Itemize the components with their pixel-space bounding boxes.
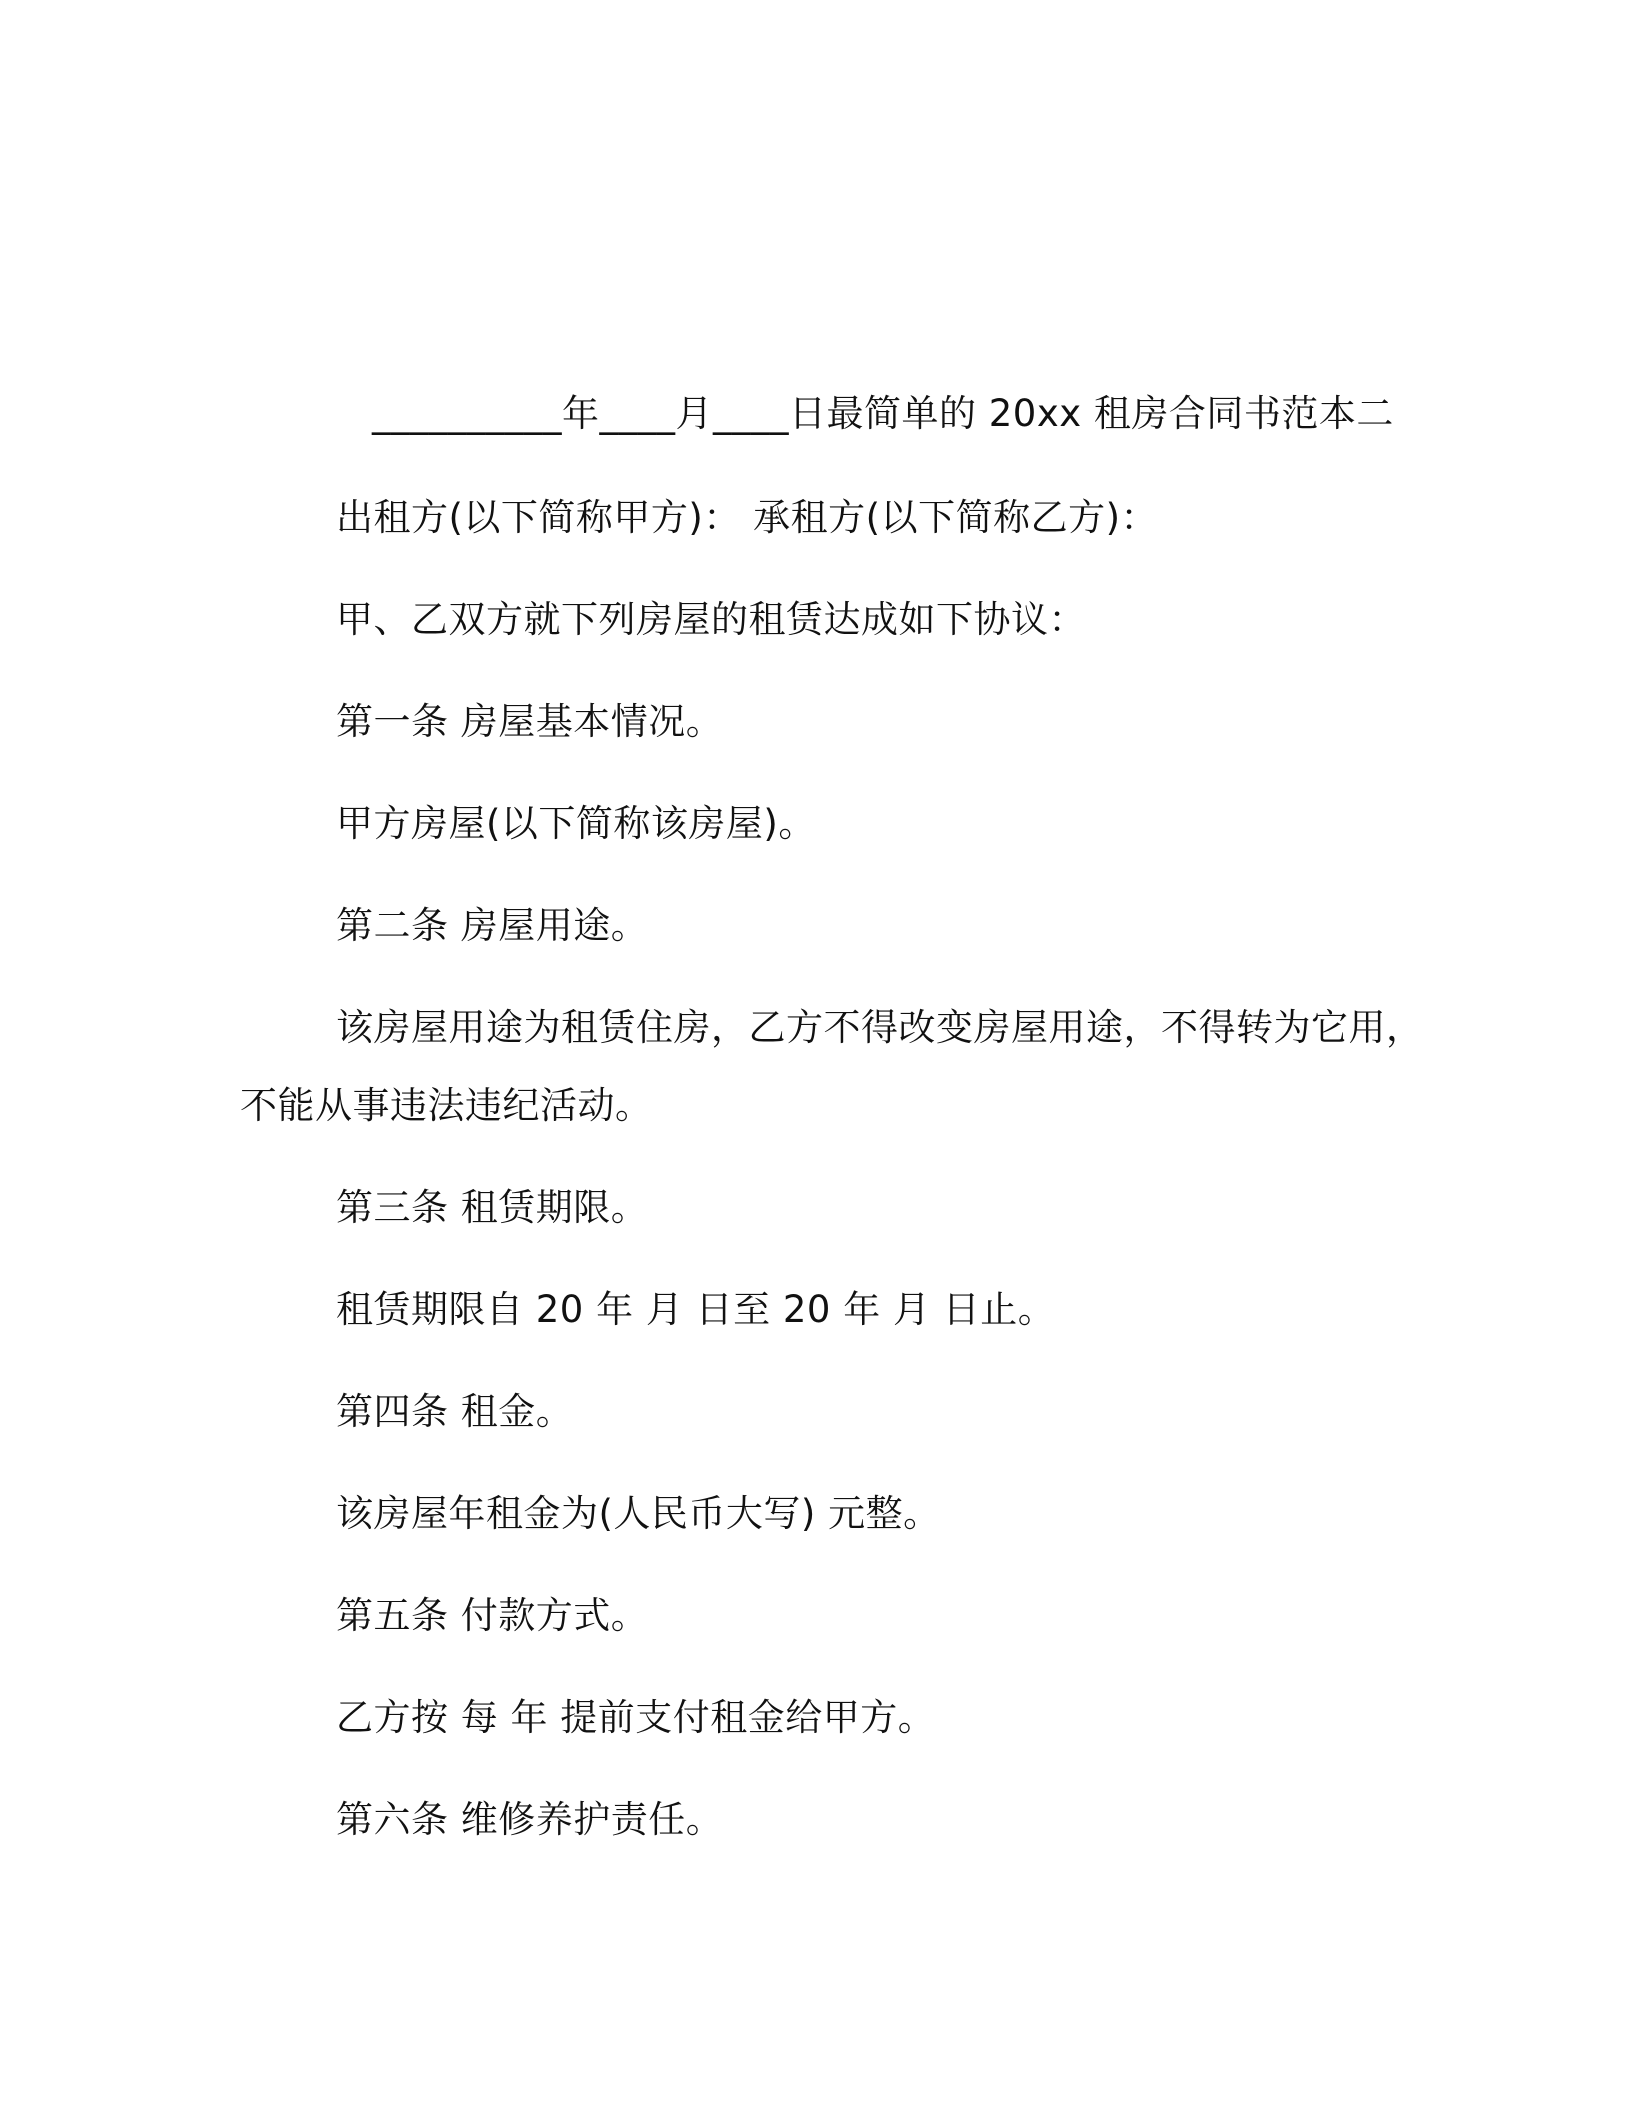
article-4-text: 该房屋年租金为(人民币大写) 元整。 <box>336 1492 941 1535</box>
article-2-text-line-1: 该房屋用途为租赁住房，乙方不得改变房屋用途，不得转为它用， <box>336 1006 1424 1049</box>
article-1-text: 甲方房屋(以下简称该房屋)。 <box>336 802 816 845</box>
agreement-intro: 甲、乙双方就下列房屋的租赁达成如下协议： <box>336 598 1086 641</box>
article-3-text: 租赁期限自 20 年 月 日至 20 年 月 日止。 <box>336 1288 1056 1331</box>
article-2-text-line-2: 不能从事违法违纪活动。 <box>240 1084 653 1127</box>
article-6-heading: 第六条 维修养护责任。 <box>336 1798 724 1841</box>
article-3-heading: 第三条 租赁期限。 <box>336 1186 649 1229</box>
article-2-heading: 第二条 房屋用途。 <box>336 904 649 947</box>
article-1-heading: 第一条 房屋基本情况。 <box>336 700 724 743</box>
article-5-heading: 第五条 付款方式。 <box>336 1594 649 1637</box>
article-4-heading: 第四条 租金。 <box>336 1390 574 1433</box>
parties-line: 出租方(以下简称甲方)： 承租方(以下简称乙方)： <box>336 496 1159 539</box>
document-title: __________年____月____日最简单的 20xx 租房合同书范本二 <box>372 392 1394 435</box>
article-5-text: 乙方按 每 年 提前支付租金给甲方。 <box>336 1696 936 1739</box>
